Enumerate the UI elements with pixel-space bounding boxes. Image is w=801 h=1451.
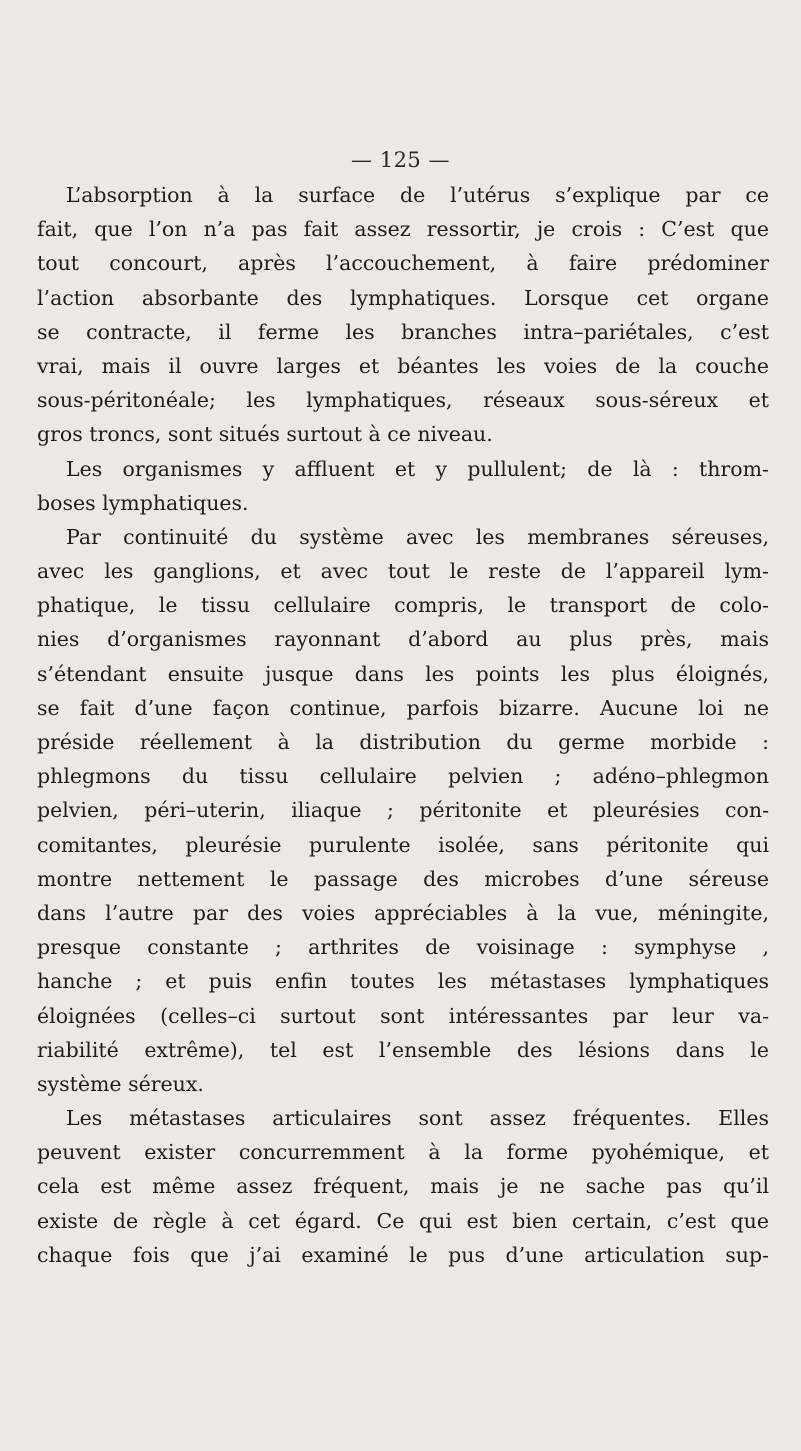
text-line: cela est même assez fréquent, mais je ne sache pas qu’il	[37, 1174, 769, 1199]
text-line: montre nettement le passage des microbes d’une séreuse	[37, 866, 769, 891]
body-text	[37, 178, 769, 1272]
text-line: boses lymphatiques.	[37, 490, 249, 515]
text-line: pelvien, péri–uterin, iliaque ; péritonite et pleurésies con-	[37, 798, 769, 823]
text-line: L’absorption à la surface de l’utérus s’explique par ce	[66, 183, 769, 207]
text-line: préside réellement à la distribution du germe morbide :	[37, 730, 769, 754]
text-line: se contracte, il ferme les branches intra–pariétales, c’est	[37, 319, 769, 344]
text-line: phatique, le tissu cellulaire compris, le transport de colo-	[37, 593, 769, 618]
text-line: peuvent exister concurremment à la forme pyohémique, et	[37, 1140, 769, 1165]
text-line: système séreux.	[37, 1071, 204, 1096]
text-line: hanche ; et puis enfin toutes les métastases lymphatiques	[37, 969, 769, 994]
text-line: nies d’organismes rayonnant d’abord au plus près, mais	[37, 627, 769, 652]
text-line: existe de règle à cet égard. Ce qui est bien certain, c’est que	[37, 1208, 769, 1233]
text-line: vrai, mais il ouvre larges et béantes les voies de la couche	[37, 353, 769, 378]
text-line: tout concourt, après l’accouchement, à faire prédominer	[37, 251, 769, 276]
text-line: fait, que l’on n’a pas fait assez ressortir, je crois : C’est que	[37, 217, 769, 242]
text-line: avec les ganglions, et avec tout le reste de l’appareil lym-	[37, 559, 769, 584]
page-number: — 125 —	[351, 148, 450, 172]
text-line: l’action absorbante des lymphatiques. Lorsque cet organe	[37, 285, 769, 310]
text-line: se fait d’une façon continue, parfois bizarre. Aucune loi ne	[37, 695, 769, 720]
text-line: chaque fois que j’ai examiné le pus d’une articulation sup-	[37, 1242, 769, 1267]
text-line: Les organismes y affluent et y pullulent; de là : throm-	[66, 456, 769, 481]
text-line: dans l’autre par des voies appréciables à la vue, méningite,	[37, 900, 769, 925]
text-line: comitantes, pleurésie purulente isolée, sans péritonite qui	[37, 832, 769, 857]
text-line: s’étendant ensuite jusque dans les points les plus éloignés,	[37, 661, 769, 686]
text-line: phlegmons du tissu cellulaire pelvien ; adéno–phlegmon	[37, 764, 769, 789]
text-line: Par continuité du système avec les membranes séreuses,	[66, 524, 769, 549]
text-line: riabilité extrême), tel est l’ensemble des lésions dans le	[37, 1037, 769, 1062]
text-line: Les métastases articulaires sont assez fréquentes. Elles	[66, 1106, 769, 1131]
text-line: sous-péritonéale; les lymphatiques, réseaux sous-séreux et	[37, 388, 769, 413]
text-line: éloignées (celles–ci surtout sont intéressantes par leur va-	[37, 1003, 769, 1028]
text-line: presque constante ; arthrites de voisinage : symphyse ,	[37, 935, 769, 960]
text-line: gros troncs, sont situés surtout à ce niveau.	[37, 422, 493, 447]
